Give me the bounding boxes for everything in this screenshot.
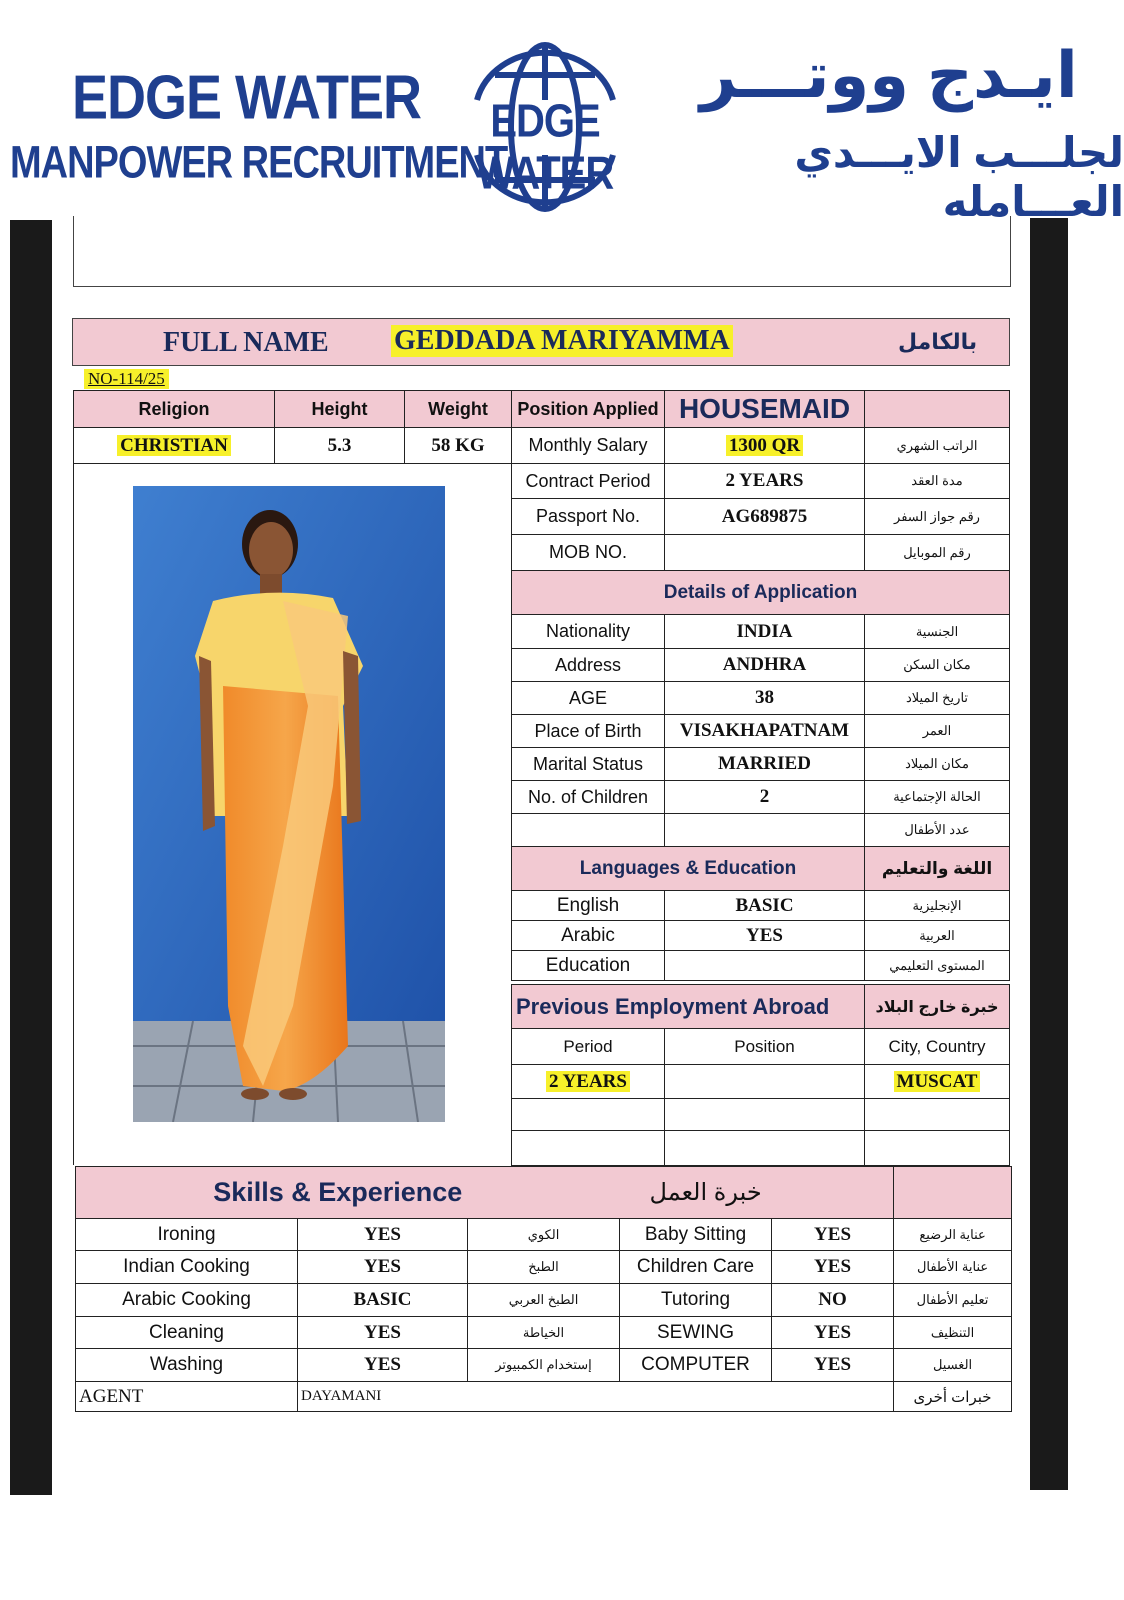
right-edge-bar [1030,218,1068,1490]
company-tagline-ar: لجلـــب الايـــدي العـــامله [794,129,1124,225]
skill-arabic-cooking-label: Arabic Cooking [76,1284,298,1317]
left-edge-bar [10,220,52,1495]
reference-number: NO-114/25 [84,369,169,389]
mobile-label-ar: رقم الموبايل [865,535,1010,571]
skill-babysitting-ar: عناية الرضيع [894,1219,1012,1251]
passport-label: Passport No. [512,499,665,535]
skills-table [75,1166,1012,1412]
employment-title: Previous Employment Abroad [512,985,865,1029]
skill-ironing-ar: الكوي [468,1219,620,1251]
mobile-value [665,535,865,571]
salary-label: Monthly Salary [512,428,665,464]
basic-info-table [73,390,512,464]
education-value [665,951,865,981]
education-label: Education [512,951,665,981]
address-value: ANDHRA [665,649,865,682]
other-experience-ar: خبرات أخرى [894,1382,1012,1412]
skill-children-care-value: YES [772,1251,894,1284]
marital-label-ar: مكان الميلاد [865,748,1010,781]
age-label: AGE [512,682,665,715]
skill-children-care-label: Children Care [620,1251,772,1284]
period-header: Period [512,1029,665,1065]
english-value: BASIC [665,891,865,921]
skill-computer-ar: الغسيل [894,1349,1012,1382]
birthplace-label-ar: العمر [865,715,1010,748]
employment-position-value [665,1065,865,1099]
children-label-ar: الحالة الإجتماعية [865,781,1010,814]
birthplace-label: Place of Birth [512,715,665,748]
agent-value: DAYAMANI [298,1382,894,1412]
contract-table [511,390,1010,571]
skill-arabic-cooking-ar: الطبخ العربي [468,1284,620,1317]
nationality-label-ar: الجنسية [865,615,1010,649]
languages-title: Languages & Education [512,847,865,891]
skill-sewing-value: YES [772,1317,894,1349]
details-title: Details of Application [512,571,1010,615]
children-value: 2 [665,781,865,814]
religion-cell [74,428,275,464]
skill-children-care-ar: عناية الأطفال [894,1251,1012,1284]
full-name-row [72,318,1010,366]
details-table [511,570,1010,847]
nationality-value: INDIA [665,615,865,649]
extra-label [512,814,665,847]
salary-value: 1300 QR [726,435,803,456]
weight-value: 58 KG [405,428,512,464]
english-label-ar: الإنجليزية [865,891,1010,921]
employment-city-cell [865,1065,1010,1099]
skill-cleaning-ar: الخياطة [468,1317,620,1349]
marital-label: Marital Status [512,748,665,781]
employment-row-3-position [665,1131,865,1166]
skill-tutoring-label: Tutoring [620,1284,772,1317]
employment-period-value: 2 YEARS [546,1071,630,1092]
skill-washing-ar: إستخدام الكمبيوتر [468,1349,620,1382]
city-header: City, Country [865,1029,1010,1065]
salary-label-ar: الراتب الشهري [865,428,1010,464]
employment-row-3-city [865,1131,1010,1166]
contract-period-label: Contract Period [512,464,665,499]
agent-label: AGENT [76,1382,298,1412]
company-name-ar: ايـدج ووتـــر [700,39,1078,111]
extra-value [665,814,865,847]
skill-babysitting-value: YES [772,1219,894,1251]
arabic-label-ar: العربية [865,921,1010,951]
skill-washing-value: YES [298,1349,468,1382]
age-label-ar: تاريخ الميلاد [865,682,1010,715]
address-label: Address [512,649,665,682]
education-label-ar: المستوى التعليمي [865,951,1010,981]
skill-cleaning-value: YES [298,1317,468,1349]
address-label-ar: مكان السكن [865,649,1010,682]
arabic-value: YES [665,921,865,951]
employment-row-3-period [512,1131,665,1166]
skills-title-ar-cell [620,1167,894,1219]
employment-title-ar: خبرة خارج البلاد [865,985,1010,1029]
logo-text: EDGE WATER [476,96,614,199]
skill-computer-label: COMPUTER [620,1349,772,1382]
full-name-label: FULL NAME [163,327,329,358]
employment-row-2-position [665,1099,865,1131]
extra-label-ar: عدد الأطفال [865,814,1010,847]
skill-ironing-label: Ironing [76,1219,298,1251]
skills-title-cell [76,1167,620,1219]
height-header: Height [275,391,405,428]
skill-indian-cooking-label: Indian Cooking [76,1251,298,1284]
skill-indian-cooking-ar: الطبخ [468,1251,620,1284]
company-name-en: EDGE WATER [72,63,422,133]
skill-tutoring-value: NO [772,1284,894,1317]
employment-city-value: MUSCAT [894,1071,981,1092]
full-name-value: GEDDADA MARIYAMMA [391,325,733,357]
employment-row-2-city [865,1099,1010,1131]
employment-period-cell [512,1065,665,1099]
height-value: 5.3 [275,428,405,464]
skills-title-ar: خبرة العمل [649,1179,762,1206]
arabic-label: Arabic [512,921,665,951]
languages-table [511,846,1010,981]
employment-row-2-period [512,1099,665,1131]
religion-value: CHRISTIAN [117,435,231,456]
skill-indian-cooking-value: YES [298,1251,468,1284]
top-empty-box [73,216,1011,287]
contract-period-label-ar: مدة العقد [865,464,1010,499]
religion-header: Religion [74,391,275,428]
position-label: Position Applied [512,391,665,428]
passport-label-ar: رقم جواز السفر [865,499,1010,535]
skill-cleaning-label: Cleaning [76,1317,298,1349]
skill-sewing-ar: التنظيف [894,1317,1012,1349]
skill-sewing-label: SEWING [620,1317,772,1349]
skill-babysitting-label: Baby Sitting [620,1219,772,1251]
birthplace-value: VISAKHAPATNAM [665,715,865,748]
salary-cell [665,428,865,464]
position-ar-cell [865,391,1010,428]
full-name-label-ar: بالكامل [898,329,978,354]
english-label: English [512,891,665,921]
children-label: No. of Children [512,781,665,814]
skill-washing-label: Washing [76,1349,298,1382]
skills-title: Skills & Experience [213,1177,463,1207]
languages-title-ar: اللغة والتعليم [865,847,1010,891]
applicant-photo [133,486,445,1122]
skill-computer-value: YES [772,1349,894,1382]
skills-title-right-cell [894,1167,1012,1219]
employment-table [511,984,1010,1166]
position-value: HOUSEMAID [665,391,865,428]
age-value: 38 [665,682,865,715]
skill-tutoring-ar: تعليم الأطفال [894,1284,1012,1317]
mobile-label: MOB NO. [512,535,665,571]
position-header: Position [665,1029,865,1065]
skill-ironing-value: YES [298,1219,468,1251]
passport-value: AG689875 [665,499,865,535]
contract-period-value: 2 YEARS [665,464,865,499]
skill-arabic-cooking-value: BASIC [298,1284,468,1317]
company-tagline-en: MANPOWER RECRUITMENT [10,138,508,189]
marital-value: MARRIED [665,748,865,781]
weight-header: Weight [405,391,512,428]
nationality-label: Nationality [512,615,665,649]
